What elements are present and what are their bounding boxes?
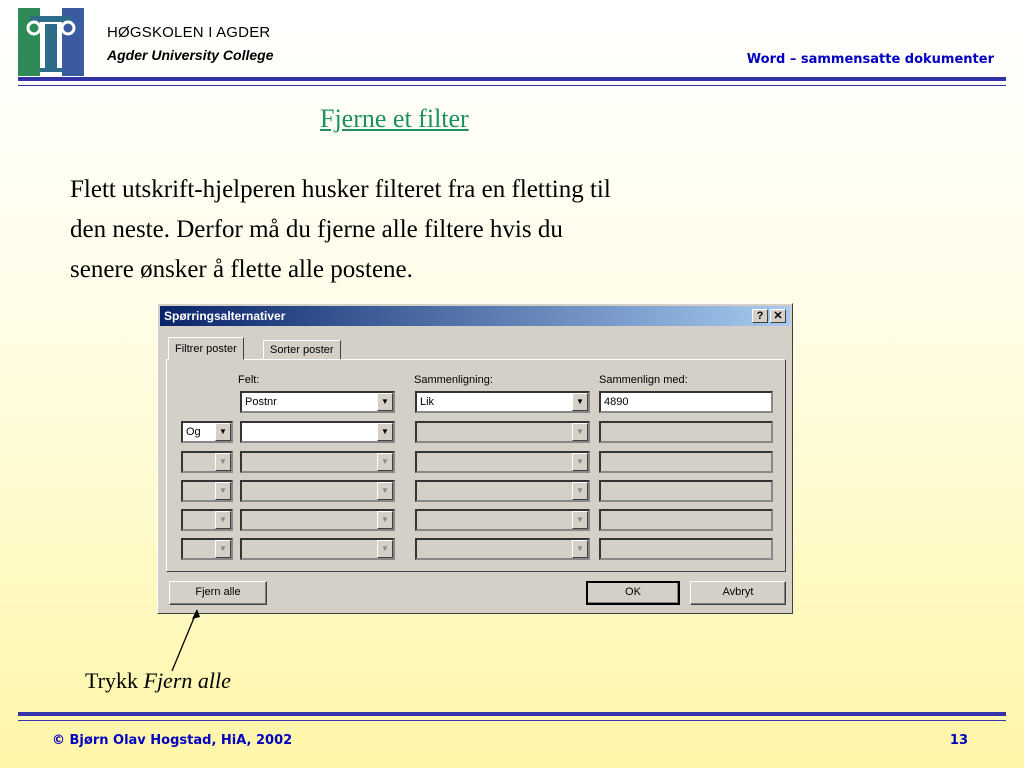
conjunction-select: [181, 480, 233, 502]
comparison-column-header: Sammenligning:: [414, 374, 493, 386]
body-line: senere ønsker å flette alle postene.: [70, 256, 413, 283]
chevron-down-icon: ▼: [572, 540, 588, 558]
field-column-header: Felt:: [238, 374, 260, 386]
comparison-select[interactable]: Lik ▼: [415, 391, 590, 413]
tab-sort-records[interactable]: Sorter poster: [263, 340, 341, 360]
footer-copyright: © Bjørn Olav Hogstad, HiA, 2002: [52, 733, 293, 748]
chevron-down-icon: ▼: [215, 511, 231, 529]
compare-with-column-header: Sammenlign med:: [599, 374, 688, 386]
caption-emphasis: Fjern alle: [143, 668, 231, 693]
chevron-down-icon[interactable]: ▼: [377, 393, 393, 411]
comparison-select: [415, 538, 590, 560]
chevron-down-icon: ▼: [215, 540, 231, 558]
compare-value-input: [599, 421, 773, 443]
chevron-down-icon[interactable]: ▼: [377, 423, 393, 441]
conjunction-select: [181, 451, 233, 473]
compare-value-input: [599, 509, 773, 531]
pointer-arrow-icon: [160, 605, 210, 675]
college-logo-icon: [18, 8, 84, 76]
chevron-down-icon: ▼: [572, 453, 588, 471]
compare-value-input: [599, 451, 773, 473]
query-options-dialog: [157, 303, 793, 614]
slide-title: Fjerne et filter: [320, 104, 469, 133]
field-select[interactable]: [240, 421, 395, 443]
instruction-caption: [85, 668, 231, 694]
tab-filter-records[interactable]: Filtrer poster: [168, 337, 244, 360]
chevron-down-icon[interactable]: ▼: [572, 393, 588, 411]
deck-title: Word – sammensatte dokumenter: [746, 52, 994, 67]
chevron-down-icon: ▼: [572, 511, 588, 529]
field-select: [240, 538, 395, 560]
comparison-select: [415, 451, 590, 473]
chevron-down-icon: ▼: [377, 453, 393, 471]
field-select: [240, 451, 395, 473]
field-select: [240, 480, 395, 502]
conjunction-select[interactable]: Og ▼: [181, 421, 233, 443]
header-rule: [18, 77, 1006, 81]
school-name: HØGSKOLEN I AGDER: [107, 24, 271, 41]
compare-value-input[interactable]: 4890: [599, 391, 773, 413]
chevron-down-icon[interactable]: ▼: [215, 423, 231, 441]
body-line: Flett utskrift-hjelperen husker filteret fra en fletting til: [70, 176, 611, 203]
school-subtitle: Agder University College: [107, 47, 274, 63]
slide-body-text: [70, 170, 830, 290]
conjunction-select: [181, 509, 233, 531]
dialog-title: Spørringsalternativer: [164, 309, 286, 323]
cancel-button[interactable]: Avbryt: [690, 581, 786, 605]
chevron-down-icon: ▼: [377, 482, 393, 500]
compare-value-input: [599, 480, 773, 502]
page-number: 13: [949, 733, 968, 748]
footer-rule-thin: [18, 720, 1006, 721]
header-rule-thin: [18, 85, 1006, 86]
ok-button[interactable]: OK: [586, 581, 680, 605]
body-line: den neste. Derfor må du fjerne alle filtere hvis du: [70, 216, 563, 243]
chevron-down-icon: ▼: [572, 423, 588, 441]
comparison-select: [415, 480, 590, 502]
close-button[interactable]: ✕: [770, 309, 786, 323]
field-select[interactable]: Postnr ▼: [240, 391, 395, 413]
footer-rule: [18, 712, 1006, 716]
chevron-down-icon: ▼: [377, 511, 393, 529]
clear-all-button[interactable]: Fjern alle: [169, 581, 267, 605]
caption-prefix: Trykk: [85, 668, 138, 693]
conjunction-select: [181, 538, 233, 560]
chevron-down-icon: ▼: [215, 482, 231, 500]
field-select: [240, 509, 395, 531]
chevron-down-icon: ▼: [377, 540, 393, 558]
comparison-select: [415, 421, 590, 443]
compare-value-input: [599, 538, 773, 560]
help-button[interactable]: ?: [752, 309, 768, 323]
chevron-down-icon: ▼: [572, 482, 588, 500]
dialog-titlebar[interactable]: [160, 306, 790, 326]
comparison-select: [415, 509, 590, 531]
chevron-down-icon: ▼: [215, 453, 231, 471]
